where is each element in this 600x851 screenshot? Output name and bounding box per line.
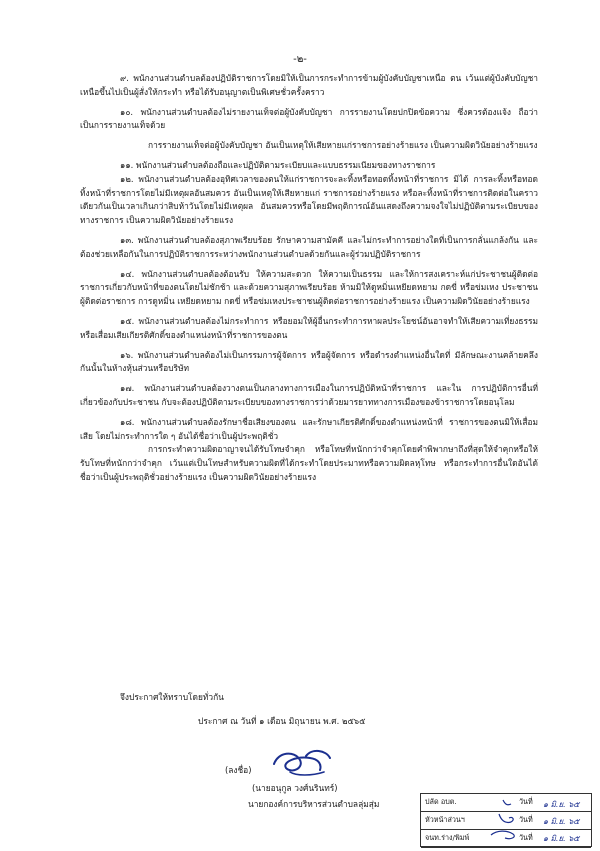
signature-image [266, 742, 336, 782]
body-text [80, 72, 538, 485]
handwritten-date: ๑ มิ.ย. ๖๕ [543, 817, 580, 826]
approval-date-label: วันที่ [519, 815, 533, 824]
handwritten-date: ๑ มิ.ย. ๖๕ [543, 834, 580, 843]
paragraph-14: ๑๔. พนักงานส่วนตำบลต้องต้อนรับ ให้ความสะดวก ให้ความเป็นธรรม และให้การสงเคราะห์แก่ประชาชนผู้ติดต่อราชการเกี่ยวกับหน้าที่ของตนโดยไม่ชักช้า และด้วยความสุภาพเรียบร้อย ห้ามมิให้ดูหมิ่นเหยียดหยาม กดขี่ หรือข่มเหง ประชาชนผู้ติดต่อราชการ การดูหมิ่น เหยียดหยาม กดขี่ หรือข่มเหงประชาชนผู้ติดต่อราชการอย่างร้ายแรง เป็นความผิดวินัยอย่างร้ายแรง [80, 268, 538, 307]
paragraph-12: ๑๒. พนักงานส่วนตำบลต้องอุทิศเวลาของตนให้แก่ราชการจะละทิ้งหรือทอดทิ้งหน้าที่ราชการ มิได้ การละทิ้งหรือทอดทิ้งหน้าที่ราชการโดยไม่มีเหตุผลอันสมควร อันเป็นเหตุให้เสียหายแก่ ราชการอย่างร้ายแรง หรือละทิ้งหน้าที่ราชการติดต่อในคราวเดียวกันเป็นเวลาเกินกว่าสิบห้าวันโดยไม่มีเหตุผล อันสมควรหรือโดยมีพฤติการณ์อันแสดงถึงความจงใจไม่ปฏิบัติตามระเบียบของทางราชการ เป็นความผิดวินัยอย่างร้ายแรง [80, 173, 538, 226]
paragraph-11: ๑๑. พนักงานส่วนตำบลต้องถือและปฏิบัติตามระเบียบและแบบธรรมเนียมของทางราชการ [120, 159, 436, 170]
paragraph-17: ๑๗. พนักงานส่วนตำบลต้องวางตนเป็นกลางทางการเมืองในการปฏิบัติหน้าที่ราชการ และใน การปฏิบัติการอื่นที่เกี่ยวข้องกับประชาชน กับจะต้องปฏิบัติตามระเบียบของทางราชการว่าด้วยมารยาททางการเมืองของข้าราชการโดยอนุโลม [80, 383, 538, 407]
approval-date-label: วันที่ [519, 797, 533, 806]
given-date: ประกาศ ณ วันที่ ๑ เดือน มิถุนายน พ.ศ. ๒๕๖๕ [198, 716, 366, 726]
approval-stamp [420, 793, 592, 847]
approval-date-label: วันที่ [519, 833, 533, 842]
paragraph-9: ๙. พนักงานส่วนตำบลต้องปฏิบัติราชการโดยมิให้เป็นการกระทำการข้ามผู้บังคับบัญชาเหนือ ตน เว้นแต่ผู้บังคับบัญชาเหนือขึ้นไปเป็นผู้สั่งให้กระทำ หรือได้รับอนุญาตเป็นพิเศษชั่วครั้งคราว [80, 73, 538, 97]
signer-name: (นายอนุกูล วงศ์นรินทร์) [252, 783, 338, 793]
sign-label: (ลงชื่อ) [225, 765, 252, 775]
approval-role: หัวหน้าส่วนฯ [425, 815, 465, 824]
approval-role: จนท.ร่าง/พิมพ์ [425, 833, 470, 842]
paragraph-18-note: การกระทำความผิดอาญาจนได้รับโทษจำคุก หรือโทษที่หนักกว่าจำคุกโดยคำพิพากษาถึงที่สุดให้จำคุกหรือให้รับโทษที่หนักกว่าจำคุก เว้นแต่เป็นโทษสำหรับความผิดที่ได้กระทำโดยประมาทหรือความผิดลหุโทษ หรือกระทำการอื่นใดอันได้ชื่อว่าเป็นผู้ประพฤติชั่วอย่างร้ายแรง เป็นความผิดวินัยอย่างร้ายแรง [80, 444, 538, 482]
paragraph-13: ๑๓. พนักงานส่วนตำบลต้องสุภาพเรียบร้อย รักษาความสามัคคี และไม่กระทำการอย่างใดที่เป็นการกลั่นแกล้งกัน และต้องช่วยเหลือกันในการปฏิบัติราชการระหว่างพนักงานส่วนตำบลด้วยกันและผู้ร่วมปฏิบัติราชการ [80, 234, 538, 259]
paragraph-15: ๑๕. พนักงานส่วนตำบลต้องไม่กระทำการ หรือยอมให้ผู้อื่นกระทำการหาผลประโยชน์อันอาจทำให้เสียความเที่ยงธรรม หรือเสื่อมเสียเกียรติศักดิ์ของตำแหน่งหน้าที่ราชการของตน [80, 315, 538, 340]
approval-row [421, 830, 591, 848]
page-number: -๒- [293, 54, 307, 65]
paragraph-18: ๑๘. พนักงานส่วนตำบลต้องรักษาชื่อเสียงของตน และรักษาเกียรติศักดิ์ของตำแหน่งหน้าที่ ราชการของตนมิให้เสื่อมเสีย โดยไม่กระทำการใด ๆ อันได้ชื่อว่าเป็นผู้ประพฤติชั่ว [80, 416, 538, 441]
signer-title: นายกองค์การบริหารส่วนตำบลลุ่มสุ่ม [248, 799, 380, 809]
announcement: จึงประกาศให้ทราบโดยทั่วกัน [120, 692, 224, 702]
paragraph-10-note: การรายงานเท็จต่อผู้บังคับบัญชา อันเป็นเหตุให้เสียหายแก่ราชการอย่างร้ายแรง เป็นความผิดวินัยอย่างร้ายแรง [148, 140, 538, 151]
paragraph-16: ๑๖. พนักงานส่วนตำบลต้องไม่เป็นกรรมการผู้จัดการ หรือผู้จัดการ หรือดำรงตำแหน่งอื่นใดที่ มีลักษณะงานคล้ายคลึงกันนั้นในห้างหุ้นส่วนหรือบริษัท [80, 349, 538, 374]
paragraph-10: ๑๐. พนักงานส่วนตำบลต้องไม่รายงานเท็จต่อผู้บังคับบัญชา การรายงานโดยปกปิดข้อความ ซึ่งควรต้องแจ้ง ถือว่าเป็นการรายงานเท็จด้วย [80, 106, 538, 131]
handwritten-date: ๑ มิ.ย. ๖๕ [543, 800, 580, 809]
approval-row [421, 812, 591, 830]
approval-role: ปลัด อบต. [425, 797, 457, 806]
approval-row [421, 794, 591, 812]
